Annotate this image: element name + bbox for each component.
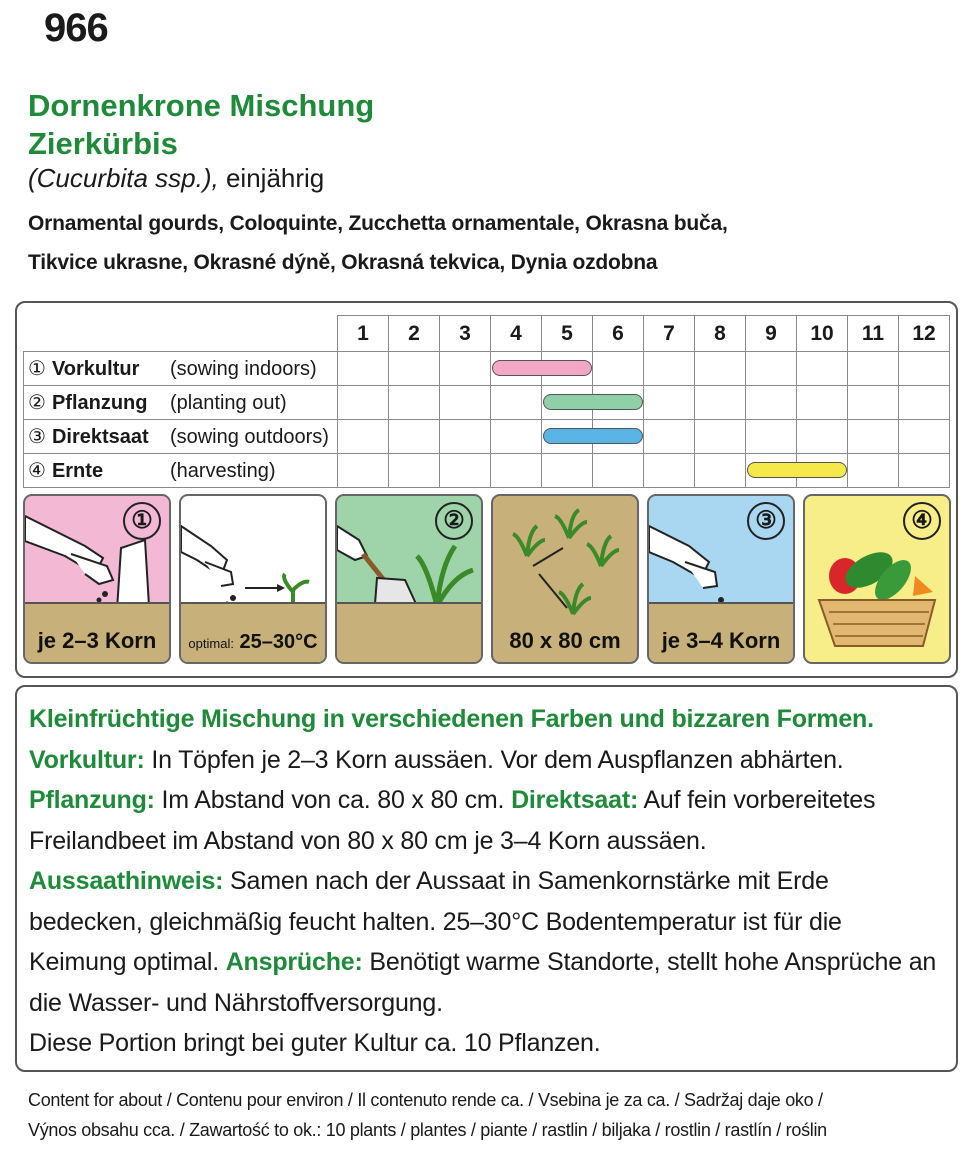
ansprueche-label: Ansprüche: bbox=[225, 948, 363, 976]
intro-text: Kleinfrüchtige Mischung in verschiedenen Farben und bizzaren Formen. bbox=[29, 705, 874, 733]
month-2: 2 bbox=[389, 316, 440, 352]
row-label bbox=[24, 420, 338, 454]
ansprueche-text: Benötigt warme Standorte, stellt hohe Ansprüche an die Wasser- und Nährstoffversorgung. bbox=[29, 948, 937, 1017]
month-11: 11 bbox=[848, 316, 899, 352]
calendar-panel bbox=[15, 301, 958, 678]
month-8: 8 bbox=[695, 316, 746, 352]
direktsaat-text: Auf fein vorbereitetes Freilandbeet im Abstand von 80 x 80 cm je 3–4 Korn aussäen. bbox=[29, 786, 876, 855]
step-number: ② bbox=[435, 502, 473, 540]
month-5: 5 bbox=[542, 316, 593, 352]
pictogram-ernte bbox=[803, 494, 951, 664]
hinweis-label: Aussaathinweis: bbox=[29, 867, 224, 895]
latin-name bbox=[28, 163, 324, 194]
pictogram-caption: je 3–4 Korn bbox=[661, 628, 781, 653]
pflanzung-label: Pflanzung: bbox=[29, 786, 155, 814]
row-label bbox=[24, 454, 338, 488]
hinweis-text: Samen nach der Aussaat in Samenkornstärke mit Erde bedecken, gleichmäßig feucht halten. 25–30°C Bodentemperatur ist für die Keimung optimal. bbox=[29, 867, 842, 976]
pflanzung-text: Im Abstand von ca. 80 x 80 cm. bbox=[154, 786, 512, 814]
pictogram-pflanzung bbox=[335, 494, 483, 664]
content-note-line2: Výnos obsahu cca. / Zawartość to ok.: 10 plants / plantes / piante / rastlin / biljaka / rostlin / rastlín / roślin bbox=[28, 1120, 827, 1140]
row-number: ② bbox=[28, 392, 46, 414]
vorkultur-label: Vorkultur: bbox=[29, 745, 145, 774]
row-label bbox=[24, 352, 338, 386]
calendar-row-vorkultur bbox=[24, 352, 950, 386]
pictogram-direktsaat bbox=[647, 494, 795, 664]
calendar-header-row bbox=[24, 316, 950, 352]
row-number: ③ bbox=[28, 426, 46, 448]
calendar-row-ernte bbox=[24, 454, 950, 488]
sowing-calendar bbox=[23, 315, 950, 488]
pictogram-vorkultur bbox=[23, 494, 171, 664]
step-number: ① bbox=[123, 502, 161, 540]
soil bbox=[337, 602, 481, 662]
month-10: 10 bbox=[797, 316, 848, 352]
pictogram-caption bbox=[181, 631, 325, 654]
row-label-en: (sowing outdoors) bbox=[169, 426, 329, 448]
calendar-row-pflanzung bbox=[24, 386, 950, 420]
translated-names-line2: Tikvice ukrasne, Okrasné dýně, Okrasná tekvica, Dynia ozdobna bbox=[28, 251, 658, 274]
month-12: 12 bbox=[899, 316, 950, 352]
month-9: 9 bbox=[746, 316, 797, 352]
row-label-de: Ernte bbox=[51, 460, 104, 482]
pictogram-temperature bbox=[179, 494, 327, 664]
step-number: ③ bbox=[747, 502, 785, 540]
caption-prefix: optimal: bbox=[188, 636, 234, 651]
month-7: 7 bbox=[644, 316, 695, 352]
content-note-line1: Content for about / Contenu pour environ / Il contenuto rende ca. / Vsebina je za ca. / Sadržaj daje oko / bbox=[28, 1090, 823, 1110]
month-6: 6 bbox=[593, 316, 644, 352]
product-code: 966 bbox=[44, 6, 108, 50]
row-label-de: Vorkultur bbox=[51, 358, 140, 380]
latin-species: (Cucurbita ssp.), bbox=[28, 163, 219, 193]
pictogram-caption: je 2–3 Korn bbox=[37, 628, 157, 653]
calendar-row-direktsaat bbox=[24, 420, 950, 454]
pictogram-strip bbox=[23, 494, 952, 664]
description-text bbox=[29, 699, 944, 1064]
row-label-de: Direktsaat bbox=[51, 426, 149, 448]
translated-names-line1: Ornamental gourds, Coloquinte, Zucchetta ornamentale, Okrasna buča, bbox=[28, 212, 728, 235]
product-subtitle: Zierkürbis bbox=[28, 126, 178, 161]
row-label-en: (harvesting) bbox=[169, 460, 276, 482]
product-title: Dornenkrone Mischung bbox=[28, 88, 375, 123]
pictogram-spacing bbox=[491, 494, 639, 664]
description-panel bbox=[15, 685, 958, 1072]
vorkultur-text: In Töpfen je 2–3 Korn aussäen. Vor dem Auspflanzen abhärten. bbox=[144, 745, 844, 774]
row-number: ① bbox=[28, 358, 46, 380]
row-number: ④ bbox=[28, 460, 46, 482]
row-label-en: (sowing indoors) bbox=[169, 358, 317, 380]
row-label-de: Pflanzung bbox=[51, 392, 148, 414]
step-number: ④ bbox=[903, 502, 941, 540]
pictogram-caption: 80 x 80 cm bbox=[509, 628, 621, 653]
calendar-corner bbox=[24, 316, 338, 352]
row-label-en: (planting out) bbox=[169, 392, 287, 414]
month-1: 1 bbox=[338, 316, 389, 352]
portion-text: Diese Portion bringt bei guter Kultur ca. 10 Pflanzen. bbox=[29, 1029, 601, 1057]
direktsaat-label: Direktsaat: bbox=[511, 786, 639, 814]
month-4: 4 bbox=[491, 316, 542, 352]
row-label bbox=[24, 386, 338, 420]
temperature-value: 25–30°C bbox=[239, 631, 318, 653]
life-cycle: einjährig bbox=[225, 163, 325, 193]
month-3: 3 bbox=[440, 316, 491, 352]
